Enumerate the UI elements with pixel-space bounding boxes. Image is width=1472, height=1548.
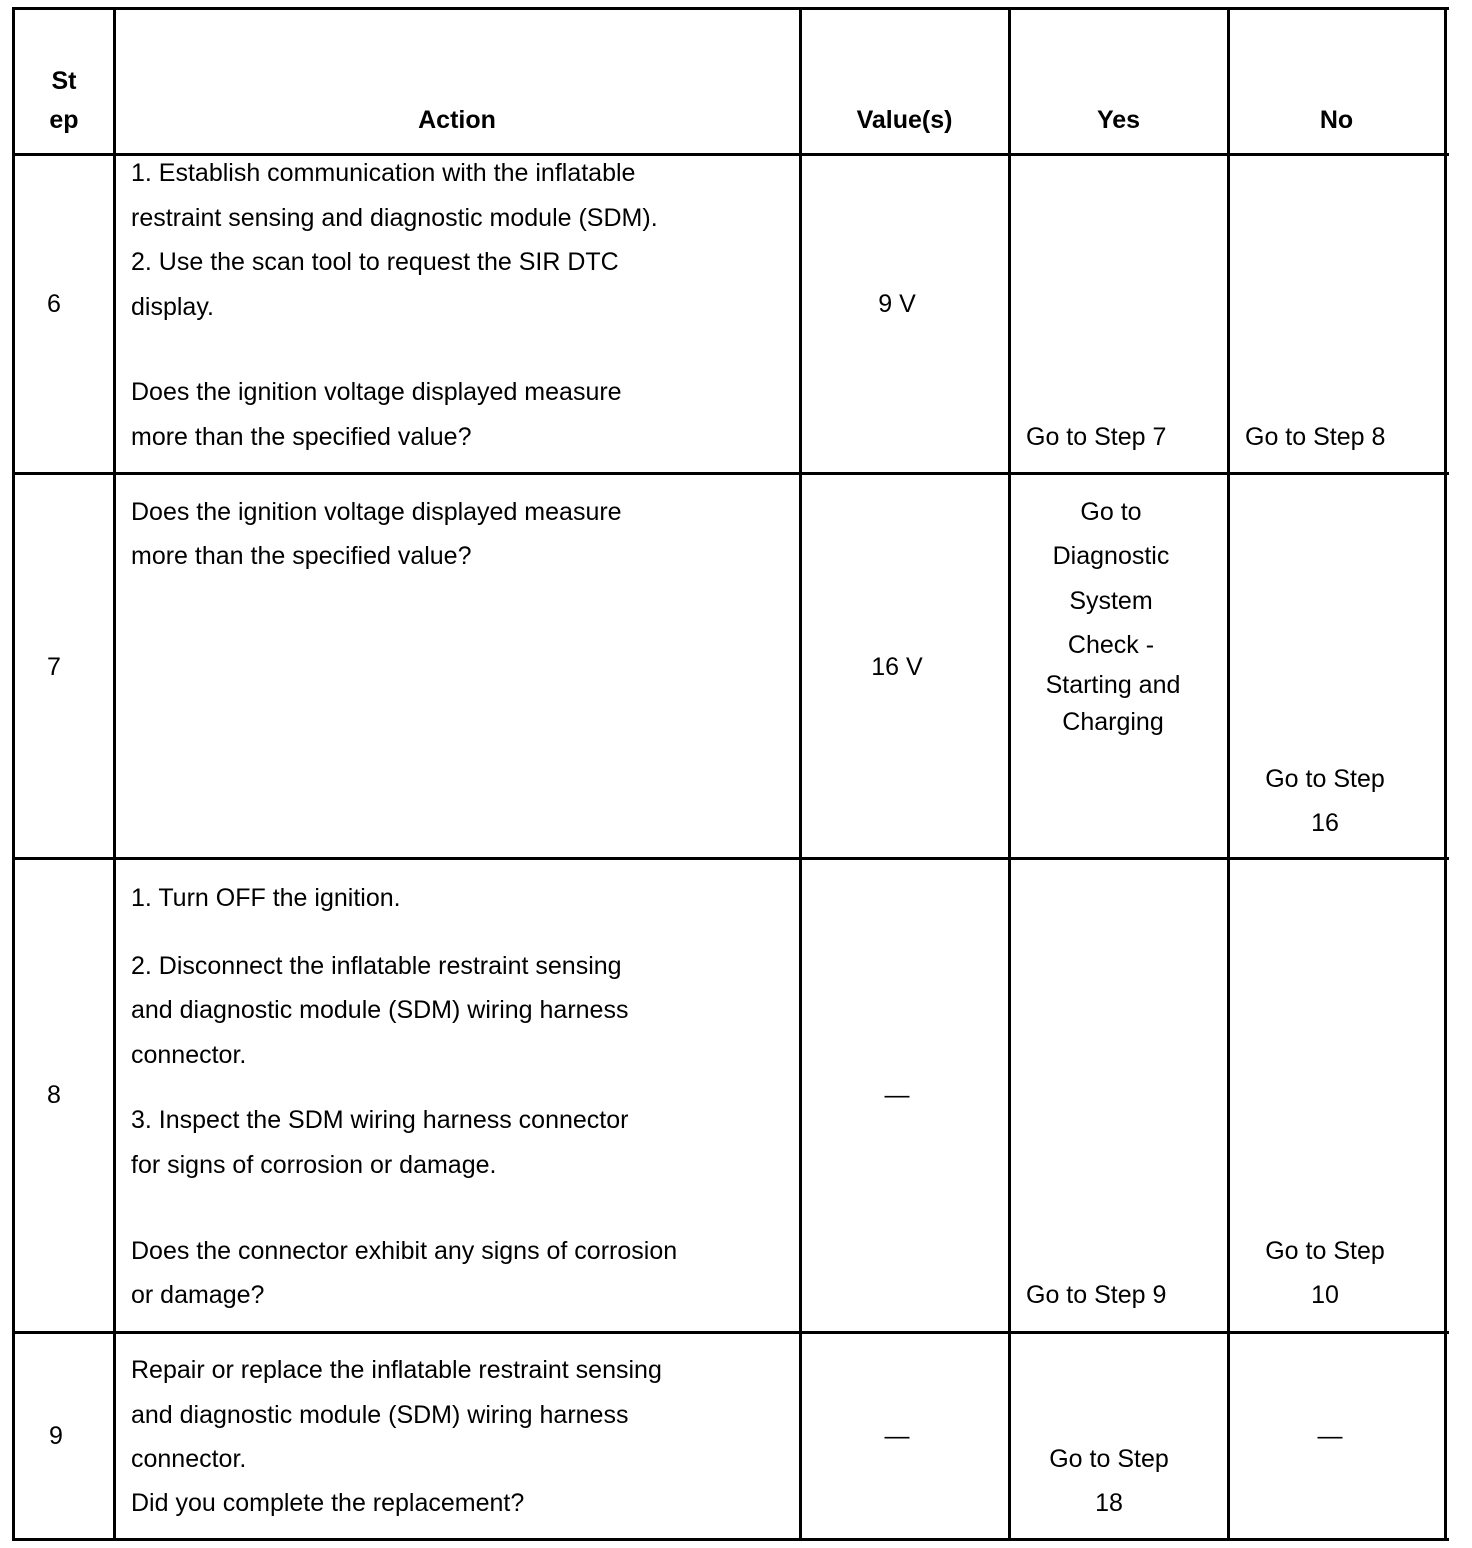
column-divider	[1008, 7, 1011, 1541]
yes-cell: Check -	[1067, 631, 1155, 659]
action-line: restraint sensing and diagnostic module (SDM).	[131, 204, 658, 232]
action-line: 2. Use the scan tool to request the SIR DTC	[131, 248, 619, 276]
no-cell: 10	[1311, 1281, 1339, 1309]
action-line: 1. Establish communication with the inflatable	[131, 159, 636, 187]
header-action: Action	[418, 106, 496, 134]
no-cell: Go to Step	[1265, 1237, 1385, 1265]
action-line: Does the ignition voltage displayed measure	[131, 498, 622, 526]
row-divider	[12, 472, 1449, 475]
action-line: connector.	[131, 1445, 247, 1473]
header-step: St	[51, 67, 77, 95]
action-line: for signs of corrosion or damage.	[131, 1151, 497, 1179]
table-border-bottom	[12, 1538, 1449, 1541]
no-cell: —	[1317, 1422, 1343, 1450]
step-number: 9	[49, 1422, 63, 1450]
action-line: more than the specified value?	[131, 423, 472, 451]
header-divider	[12, 153, 1449, 156]
yes-cell: Charging	[1062, 708, 1164, 736]
action-line: more than the specified value?	[131, 542, 472, 570]
column-divider	[799, 7, 802, 1541]
yes-cell: Go to Step 7	[1026, 423, 1167, 451]
yes-cell: Go to	[1080, 498, 1142, 526]
action-line: and diagnostic module (SDM) wiring harness	[131, 1401, 629, 1429]
value-cell: 16 V	[871, 653, 923, 681]
value-cell: —	[884, 1422, 910, 1450]
action-line: Did you complete the replacement?	[131, 1489, 525, 1517]
action-line: or damage?	[131, 1281, 265, 1309]
header-values: Value(s)	[856, 106, 953, 134]
yes-cell: System	[1069, 587, 1153, 615]
table-border-top	[12, 7, 1449, 10]
header-step: ep	[49, 106, 79, 134]
yes-cell: 18	[1095, 1489, 1123, 1517]
row-divider	[12, 857, 1449, 860]
column-divider	[113, 7, 116, 1541]
value-cell: —	[884, 1081, 910, 1109]
action-line: 2. Disconnect the inflatable restraint sensing	[131, 952, 622, 980]
row-divider	[12, 1331, 1449, 1334]
yes-cell: Go to Step 9	[1026, 1281, 1167, 1309]
action-line: Does the connector exhibit any signs of corrosion	[131, 1237, 678, 1265]
yes-cell: Starting and	[1045, 671, 1181, 699]
header-no: No	[1319, 106, 1354, 134]
header-yes: Yes	[1096, 106, 1141, 134]
no-cell: Go to Step	[1265, 765, 1385, 793]
no-cell: Go to Step 8	[1245, 423, 1386, 451]
step-number: 6	[47, 290, 61, 318]
table-border-right	[1444, 7, 1447, 1541]
action-line: 1. Turn OFF the ignition.	[131, 884, 401, 912]
action-line: Repair or replace the inflatable restraint sensing	[131, 1356, 662, 1384]
step-number: 7	[47, 653, 61, 681]
yes-cell: Diagnostic	[1052, 542, 1170, 570]
action-line: display.	[131, 293, 214, 321]
table-border-left	[12, 7, 15, 1541]
value-cell: 9 V	[878, 290, 916, 318]
action-line: connector.	[131, 1041, 247, 1069]
action-line: and diagnostic module (SDM) wiring harness	[131, 996, 629, 1024]
action-line: 3. Inspect the SDM wiring harness connector	[131, 1106, 629, 1134]
step-number: 8	[47, 1081, 61, 1109]
no-cell: 16	[1311, 809, 1339, 837]
yes-cell: Go to Step	[1049, 1445, 1169, 1473]
action-line: Does the ignition voltage displayed measure	[131, 378, 622, 406]
